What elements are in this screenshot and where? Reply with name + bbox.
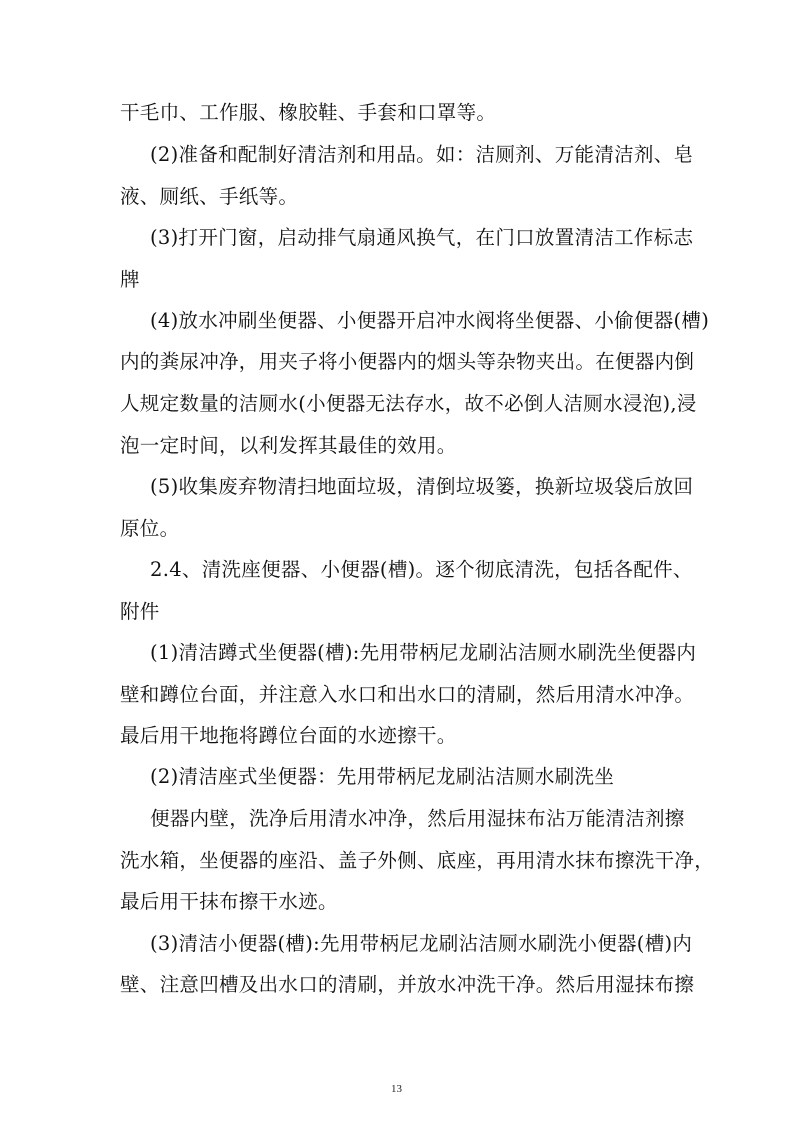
text-line: (2)清洁座式坐便器：先用带柄尼龙刷沾洁厕水刷洗坐: [150, 765, 615, 788]
text-line: 泡一定时间，以利发挥其最佳的效用。: [120, 434, 457, 457]
text-line: 液、厕纸、手纸等。: [120, 185, 299, 208]
text-line: 便器内壁，洗净后用清水冲净，然后用湿抹布沾万能清洁剂擦: [150, 807, 685, 830]
text-line: (2)准备和配制好清洁剂和用品。如：洁厕剂、万能清洁剂、皂: [150, 143, 694, 166]
text-line: (3)清洁小便器(槽):先用带柄尼龙刷沾洁厕水刷洗小便器(槽)内: [150, 932, 693, 955]
text-line: 壁和蹲位台面，并注意入水口和出水口的清刷，然后用清水冲净。: [120, 683, 695, 706]
text-line: (3)打开门窗，启动排气扇通风换气，在门口放置清洁工作标志: [150, 226, 694, 249]
text-line: 最后用干抹布擦干水迹。: [120, 890, 338, 913]
text-line: (5)收集废弃物清扫地面垃圾，清倒垃圾篓，换新垃圾袋后放回: [150, 475, 694, 498]
text-line: 原位。: [120, 517, 180, 540]
text-line: 洗水箱，坐便器的座沿、盖子外侧、底座，再用清水抹布擦洗干净，: [120, 849, 715, 872]
text-line: 2.4、清洗座便器、小便器(槽)。逐个彻底清洗，包括各配件、: [150, 558, 693, 581]
page-number: 13: [391, 1083, 402, 1095]
text-line: (1)清洁蹲式坐便器(槽):先用带柄尼龙刷沾洁厕水刷洗坐便器内: [150, 641, 697, 664]
text-line: 壁、注意凹槽及出水口的清刷，并放水冲洗干净。然后用湿抹布擦: [120, 973, 695, 996]
text-line: 牌: [120, 268, 140, 291]
text-line: (4)放水冲刷坐便器、小便器开启冲水阀将坐便器、小偷便器(槽): [150, 309, 710, 332]
text-line: 内的粪尿冲净，用夹子将小便器内的烟头等杂物夹出。在便器内倒: [120, 350, 695, 373]
text-line: 最后用干地拖将蹲位台面的水迹擦干。: [120, 724, 457, 747]
text-line: 人规定数量的洁厕水(小便器无法存水，故不必倒人洁厕水浸泡),浸: [120, 392, 697, 415]
text-line: 附件: [120, 600, 160, 623]
text-line: 干毛巾、工作服、橡胶鞋、手套和口罩等。: [120, 101, 497, 124]
